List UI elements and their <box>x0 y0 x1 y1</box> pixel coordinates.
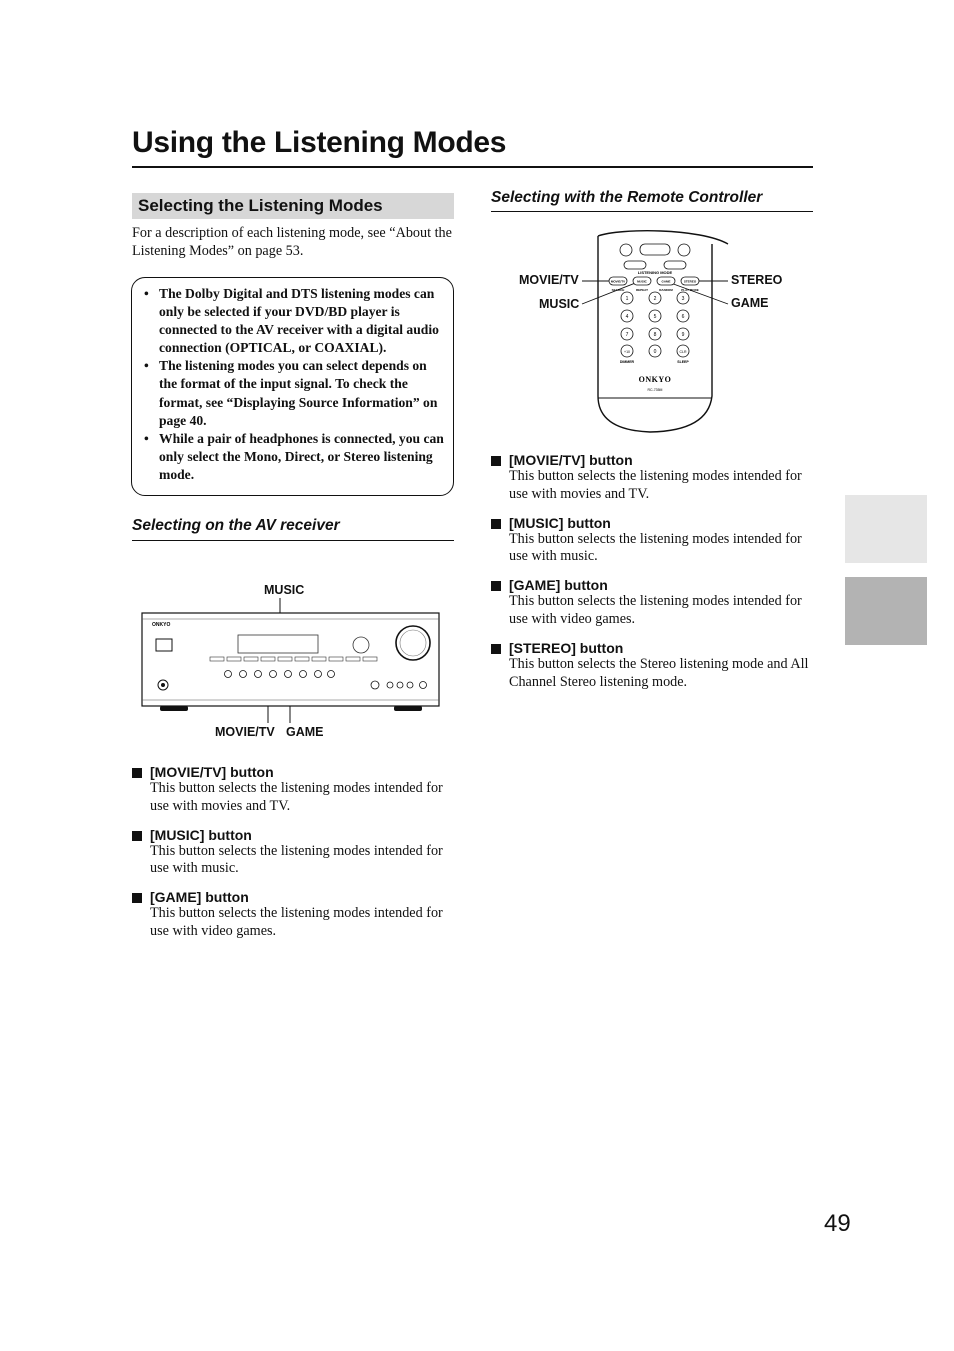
button-label: [MUSIC] button <box>509 514 611 531</box>
callout-movie-tv-receiver: MOVIE/TV <box>215 725 275 739</box>
remote-illustration <box>580 226 730 438</box>
note-item: • The listening modes you can select depends on the format of the input signal. To check the format, see “Displaying Source Information” on page 40. <box>144 357 444 429</box>
remote-heading-rule <box>491 211 813 212</box>
note-list <box>144 285 444 484</box>
digit-label: 2 <box>653 296 657 302</box>
av-receiver-heading: Selecting on the AV receiver <box>132 517 340 534</box>
remote-button-list <box>491 452 816 691</box>
dimmer-label: DIMMER <box>619 360 635 364</box>
button-label: [MOVIE/TV] button <box>150 764 274 780</box>
button-desc: This button selects the listening modes intended for use with video games. <box>150 905 443 939</box>
button-label: [MUSIC] button <box>150 826 252 843</box>
sleep-label: SLEEP <box>677 360 689 364</box>
bullet-square-icon <box>132 831 142 841</box>
button-label: [STEREO] button <box>509 639 624 656</box>
callout-game-remote: GAME <box>731 296 769 310</box>
button-label: [GAME] button <box>509 577 608 594</box>
chapter-tab <box>845 495 927 563</box>
sub-key-label: SEARCH <box>611 288 625 292</box>
button-description <box>132 827 457 879</box>
button-label: [GAME] button <box>150 889 249 906</box>
receiver-foot <box>160 706 188 711</box>
digit-label: 1 <box>625 296 629 302</box>
button-desc: This button selects the listening modes intended for use with music. <box>509 530 802 565</box>
volume-knob <box>396 626 430 660</box>
tone-knob <box>353 637 369 653</box>
mode-key-label: STEREO <box>683 279 697 284</box>
digit-label: +10 <box>624 350 630 354</box>
note-item: • The Dolby Digital and DTS listening modes can only be selected if your DVD/BD player is connected to the AV receiver with a digital audio connection (OPTICAL, or COAXIAL). <box>144 285 444 357</box>
button-description <box>491 452 816 504</box>
remote-heading: Selecting with the Remote Controller <box>491 189 763 206</box>
digit-label: 0 <box>653 349 657 355</box>
av-receiver-illustration <box>130 595 450 725</box>
digit-label: CLR <box>679 350 687 354</box>
mode-key-label: GAME <box>661 279 671 284</box>
bullet-square-icon <box>132 893 142 903</box>
bullet-square-icon <box>491 644 501 654</box>
chapter-tab-active <box>845 577 927 645</box>
bullet-square-icon <box>132 768 142 778</box>
page-title: Using the Listening Modes <box>132 126 507 159</box>
section-heading: Selecting the Listening Modes <box>138 196 383 215</box>
av-receiver-heading-rule <box>132 540 454 541</box>
digit-label: 7 <box>625 332 629 338</box>
remote-brand: ONKYO <box>638 375 672 384</box>
button-description <box>132 764 457 816</box>
receiver-brand: ONKYO <box>152 622 171 628</box>
sub-key-label: REPEAT <box>636 288 648 292</box>
transport-buttons <box>620 244 690 269</box>
page-number: 49 <box>824 1210 851 1237</box>
button-desc: This button selects the Stereo listening mode and All Channel Stereo listening mode. <box>509 655 809 690</box>
button-desc: This button selects the listening modes intended for use with movies and TV. <box>509 468 802 502</box>
mode-key-label: MOVIE/TV <box>610 279 626 284</box>
bullet-square-icon <box>491 519 501 529</box>
intro-text: For a description of each listening mode, see “About the Listening Modes” on page 53. <box>132 225 452 259</box>
callout-movie-tv-remote: MOVIE/TV <box>519 273 579 287</box>
digit-label: 6 <box>681 314 685 320</box>
callout-stereo-remote: STEREO <box>731 273 783 287</box>
title-rule <box>132 166 813 168</box>
mode-key-label: MUSIC <box>637 279 647 284</box>
button-desc: This button selects the listening modes intended for use with movies and TV. <box>150 780 443 814</box>
button-description <box>491 577 816 629</box>
listening-mode-label: LISTENING MODE <box>637 270 673 275</box>
note-item: • While a pair of headphones is connected, you can only select the Mono, Direct, or Stereo listening mode. <box>144 430 444 484</box>
digit-label: 3 <box>681 296 685 302</box>
button-description <box>491 640 816 692</box>
remote-model: RC-735M <box>647 388 663 392</box>
digit-label: 9 <box>681 332 685 338</box>
digit-label: 4 <box>625 314 629 320</box>
remote-body <box>598 231 728 432</box>
power-button <box>156 639 172 651</box>
receiver-button-list <box>132 764 457 941</box>
button-desc: This button selects the listening modes intended for use with video games. <box>509 593 802 627</box>
bullet-square-icon <box>491 456 501 466</box>
callout-music-receiver: MUSIC <box>264 583 305 597</box>
callout-game-receiver: GAME <box>286 725 324 739</box>
button-desc: This button selects the listening modes intended for use with music. <box>150 842 443 877</box>
button-description <box>491 515 816 567</box>
button-description <box>132 889 457 941</box>
bullet-square-icon <box>491 581 501 591</box>
button-label: [MOVIE/TV] button <box>509 452 633 468</box>
callout-music-remote: MUSIC <box>539 297 580 311</box>
sub-key-label: RANDOM <box>659 288 673 292</box>
digit-label: 5 <box>653 314 657 320</box>
receiver-display <box>238 635 318 653</box>
digit-label: 8 <box>653 332 657 338</box>
receiver-foot <box>394 706 422 711</box>
sub-key-label: PLAY MODE <box>681 288 699 292</box>
